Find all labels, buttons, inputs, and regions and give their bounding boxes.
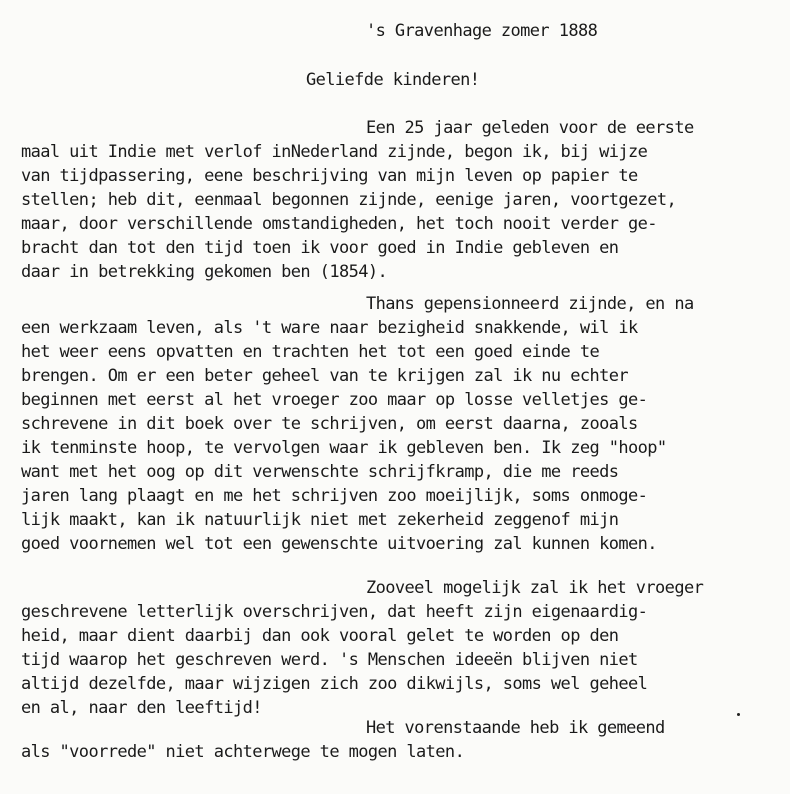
text-line: en al, naar den leeftijd! [21, 698, 262, 718]
text-line: daar in betrekking gekomen ben (1854). [21, 262, 388, 282]
text-line: jaren lang plaagt en me het schrijven zoo moeijlijk, soms onmoge- [21, 486, 648, 506]
text-line: ik tenminste hoop, te vervolgen waar ik gebleven ben. Ik zeg "hoop" [21, 438, 667, 458]
text-line: brengen. Om er een beter geheel van te krijgen zal ik nu echter [21, 366, 628, 386]
text-line: want met het oog op dit verwenschte schrijfkramp, die me reeds [21, 462, 619, 482]
text-line: maar, door verschillende omstandigheden, het toch nooit verder ge- [21, 214, 657, 234]
text-line: het weer eens opvatten en trachten het tot een goed einde te [21, 342, 600, 362]
text-line: lijk maakt, kan ik natuurlijk niet met zekerheid zeggenof mijn [21, 510, 619, 530]
text-line: maal uit Indie met verlof inNederland zijnde, begon ik, bij wijze [21, 142, 648, 162]
text-line: goed voornemen wel tot een gewenschte uitvoering zal kunnen komen. [21, 534, 657, 554]
text-line: bracht dan tot den tijd toen ik voor goed in Indie gebleven en [21, 238, 619, 258]
text-line: Zooveel mogelijk zal ik het vroeger [366, 578, 704, 598]
text-line: een werkzaam leven, als 't ware naar bezigheid snakkende, wil ik [21, 318, 638, 338]
text-line: stellen; heb dit, eenmaal begonnen zijnde, eenige jaren, voortgezet, [21, 190, 677, 210]
place-date-line: 's Gravenhage zomer 1888 [366, 21, 598, 41]
text-line: van tijdpassering, eene beschrijving van mijn leven op papier te [21, 166, 638, 186]
text-line: Thans gepensionneerd zijnde, en na [366, 294, 694, 314]
ink-speck [737, 713, 740, 716]
text-line: Een 25 jaar geleden voor de eerste [366, 118, 694, 138]
text-line: geschrevene letterlijk overschrijven, dat heeft zijn eigenaardig- [21, 602, 648, 622]
text-line: altijd dezelfde, maar wijzigen zich zoo dikwijls, soms wel geheel [21, 674, 648, 694]
text-line: als "voorrede" niet achterwege te mogen laten. [21, 742, 465, 762]
text-line: heid, maar dient daarbij dan ook vooral gelet te worden op den [21, 626, 619, 646]
text-line: Het vorenstaande heb ik gemeend [366, 718, 665, 738]
text-line: beginnen met eerst al het vroeger zoo maar op losse velletjes ge- [21, 390, 648, 410]
text-line: schrevene in dit boek over te schrijven, om eerst daarna, zooals [21, 414, 638, 434]
text-line: tijd waarop het geschreven werd. 's Menschen ideeën blijven niet [21, 650, 638, 670]
salutation: Geliefde kinderen! [306, 70, 480, 90]
